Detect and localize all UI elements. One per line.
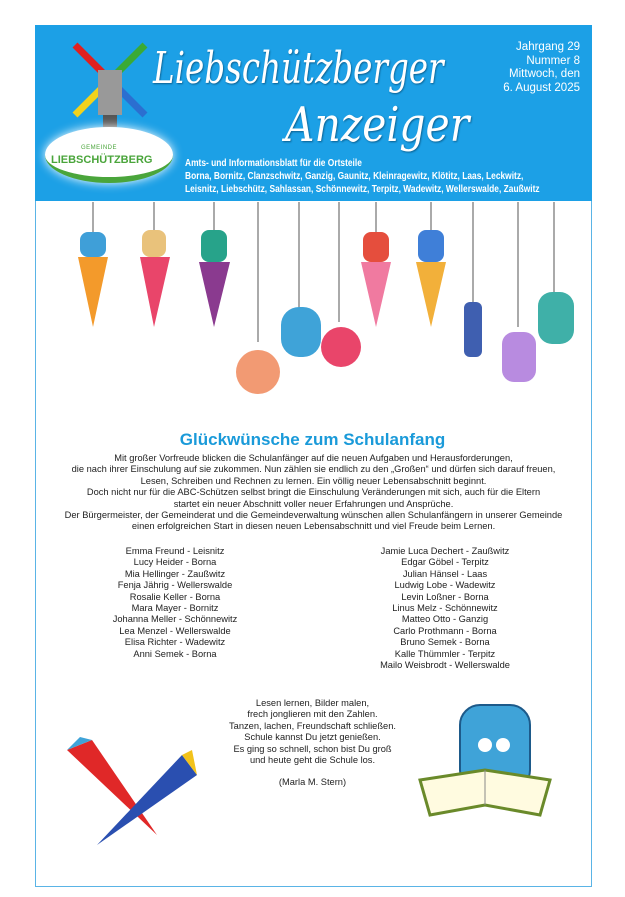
intro-line: startet ein neuer Abschnitt voller neuer Erfahrungen und Ansprüche. — [173, 498, 454, 509]
poem-line: Lesen lernen, Bilder malen, — [255, 698, 370, 708]
letter-a-shape — [236, 350, 280, 394]
poem-line: Schule kannst Du jetzt genießen. — [244, 732, 381, 743]
poem-line: Tanzen, lachen, Freundschaft schließen. — [229, 720, 396, 731]
name-entry: Lucy Heider - Borna — [133, 557, 217, 568]
issue-day: Mittwoch, den — [509, 68, 580, 80]
name-entry: Matteo Otto - Ganzig — [401, 614, 489, 625]
intro-line: einen erfolgreichen Start in diesen neuen Lebensabschnitt und viel Freude beim Lernen. — [131, 521, 496, 532]
name-entry: Mia Hellinger - Zaußwitz — [124, 568, 226, 579]
issue-date: 6. August 2025 — [503, 81, 580, 94]
poem-line: Es ging so schnell, schon bist Du groß — [233, 743, 392, 754]
poem-author: (Marla M. Stern) — [278, 777, 347, 788]
masthead-title-1: Liebschützberger — [153, 43, 444, 94]
intro-line: Lesen, Schreiben und Rechnen zu lernen. Ein völlig neuer Lebensabschnitt beginnt. — [140, 475, 487, 486]
masthead — [35, 25, 592, 201]
poem-spacer — [200, 766, 425, 777]
name-entry: Levin Loßner - Borna — [401, 591, 489, 602]
letter-c-shape — [321, 327, 361, 367]
names-right-column — [350, 546, 540, 671]
names-left-column — [95, 546, 255, 660]
intro-line: Mit großer Vorfreude blicken die Schulanfänger auf die neuen Aufgaben und Herausforderungen, — [114, 453, 513, 463]
name-entry: Lea Menzel - Wellerswalde — [119, 625, 231, 636]
name-entry: Fenja Jährig - Wellerswalde — [117, 580, 233, 591]
poem-line: und heute geht die Schule los. — [249, 755, 376, 766]
name-entry: Linus Melz - Schönnewitz — [392, 603, 498, 614]
name-entry: Kalle Thümmler - Terpitz — [394, 648, 496, 659]
name-entry: Julian Hänsel - Laas — [402, 568, 488, 579]
intro-line: Doch nicht nur für die ABC-Schützen selbst bringt die Einschulung Veränderungen mit sich, auch für die Eltern — [86, 487, 541, 498]
backpack-book-image — [415, 700, 555, 825]
subtitle-line: Amts- und Informationsblatt für die Ortsteile — [185, 158, 362, 169]
letter-b-shape — [281, 307, 321, 357]
subtitle-line: Borna, Bornitz, Clanzschwitz, Ganzig, Gaunitz, Kleinragewitz, Klötitz, Laas, Leckwitz, — [185, 171, 524, 182]
school-cones-illustration — [36, 202, 591, 412]
windmill-icon — [55, 35, 165, 135]
name-entry: Ludwig Lobe - Wadewitz — [394, 580, 496, 591]
name-entry: Emma Freund - Leisnitz — [125, 546, 225, 556]
number-1-shape — [464, 302, 482, 357]
name-entry: Jamie Luca Dechert - Zaußwitz — [380, 546, 510, 556]
number-2-shape — [502, 332, 536, 382]
number-3-shape — [538, 292, 574, 344]
subtitle-line: Leisnitz, Liebschütz, Sahlassan, Schönnewitz, Terpitz, Wadewitz, Wellerswalde, Zaußwitz — [185, 184, 540, 195]
name-entry: Elisa Richter - Wadewitz — [124, 637, 226, 648]
poem — [200, 698, 425, 789]
name-entry: Bruno Semek - Borna — [400, 637, 490, 648]
poem-line: frech jonglieren mit den Zahlen. — [247, 709, 378, 720]
name-entry: Johanna Meller - Schönnewitz — [112, 614, 238, 625]
masthead-title-2: Anzeiger — [285, 97, 470, 153]
name-entry: Carlo Prothmann - Borna — [393, 625, 497, 636]
name-entry: Anni Semek - Borna — [133, 648, 217, 659]
name-entry: Rosalie Keller - Borna — [129, 591, 221, 602]
name-entry: Mailo Weisbrodt - Wellerswalde — [380, 660, 510, 671]
name-entry: Mara Mayer - Bornitz — [131, 603, 219, 614]
issue-number: Nummer 8 — [526, 54, 580, 67]
issue-year: Jahrgang 29 — [516, 41, 580, 53]
intro-line: Der Bürgermeister, der Gemeinderat und die Gemeindeverwaltung wünschen allen Schulanfängern in unserer Gemeinde — [64, 510, 563, 521]
logo-name: LIEBSCHÜTZBERG — [51, 154, 153, 166]
article-intro — [36, 453, 591, 533]
intro-line: die nach ihrer Einschulung auf sie zukommen. Nun zählen sie endlich zu den „Großen“ und dürfen sich darauf freuen, — [71, 464, 556, 475]
masthead-subtitle — [185, 157, 540, 196]
name-entry: Edgar Göbel - Terpitz — [401, 557, 489, 568]
article-heading: Glückwünsche zum Schulanfang — [179, 430, 446, 449]
school-cones-image — [62, 735, 202, 850]
issue-info — [503, 41, 580, 95]
logo-gemeinde: GEMEINDE — [81, 145, 118, 151]
